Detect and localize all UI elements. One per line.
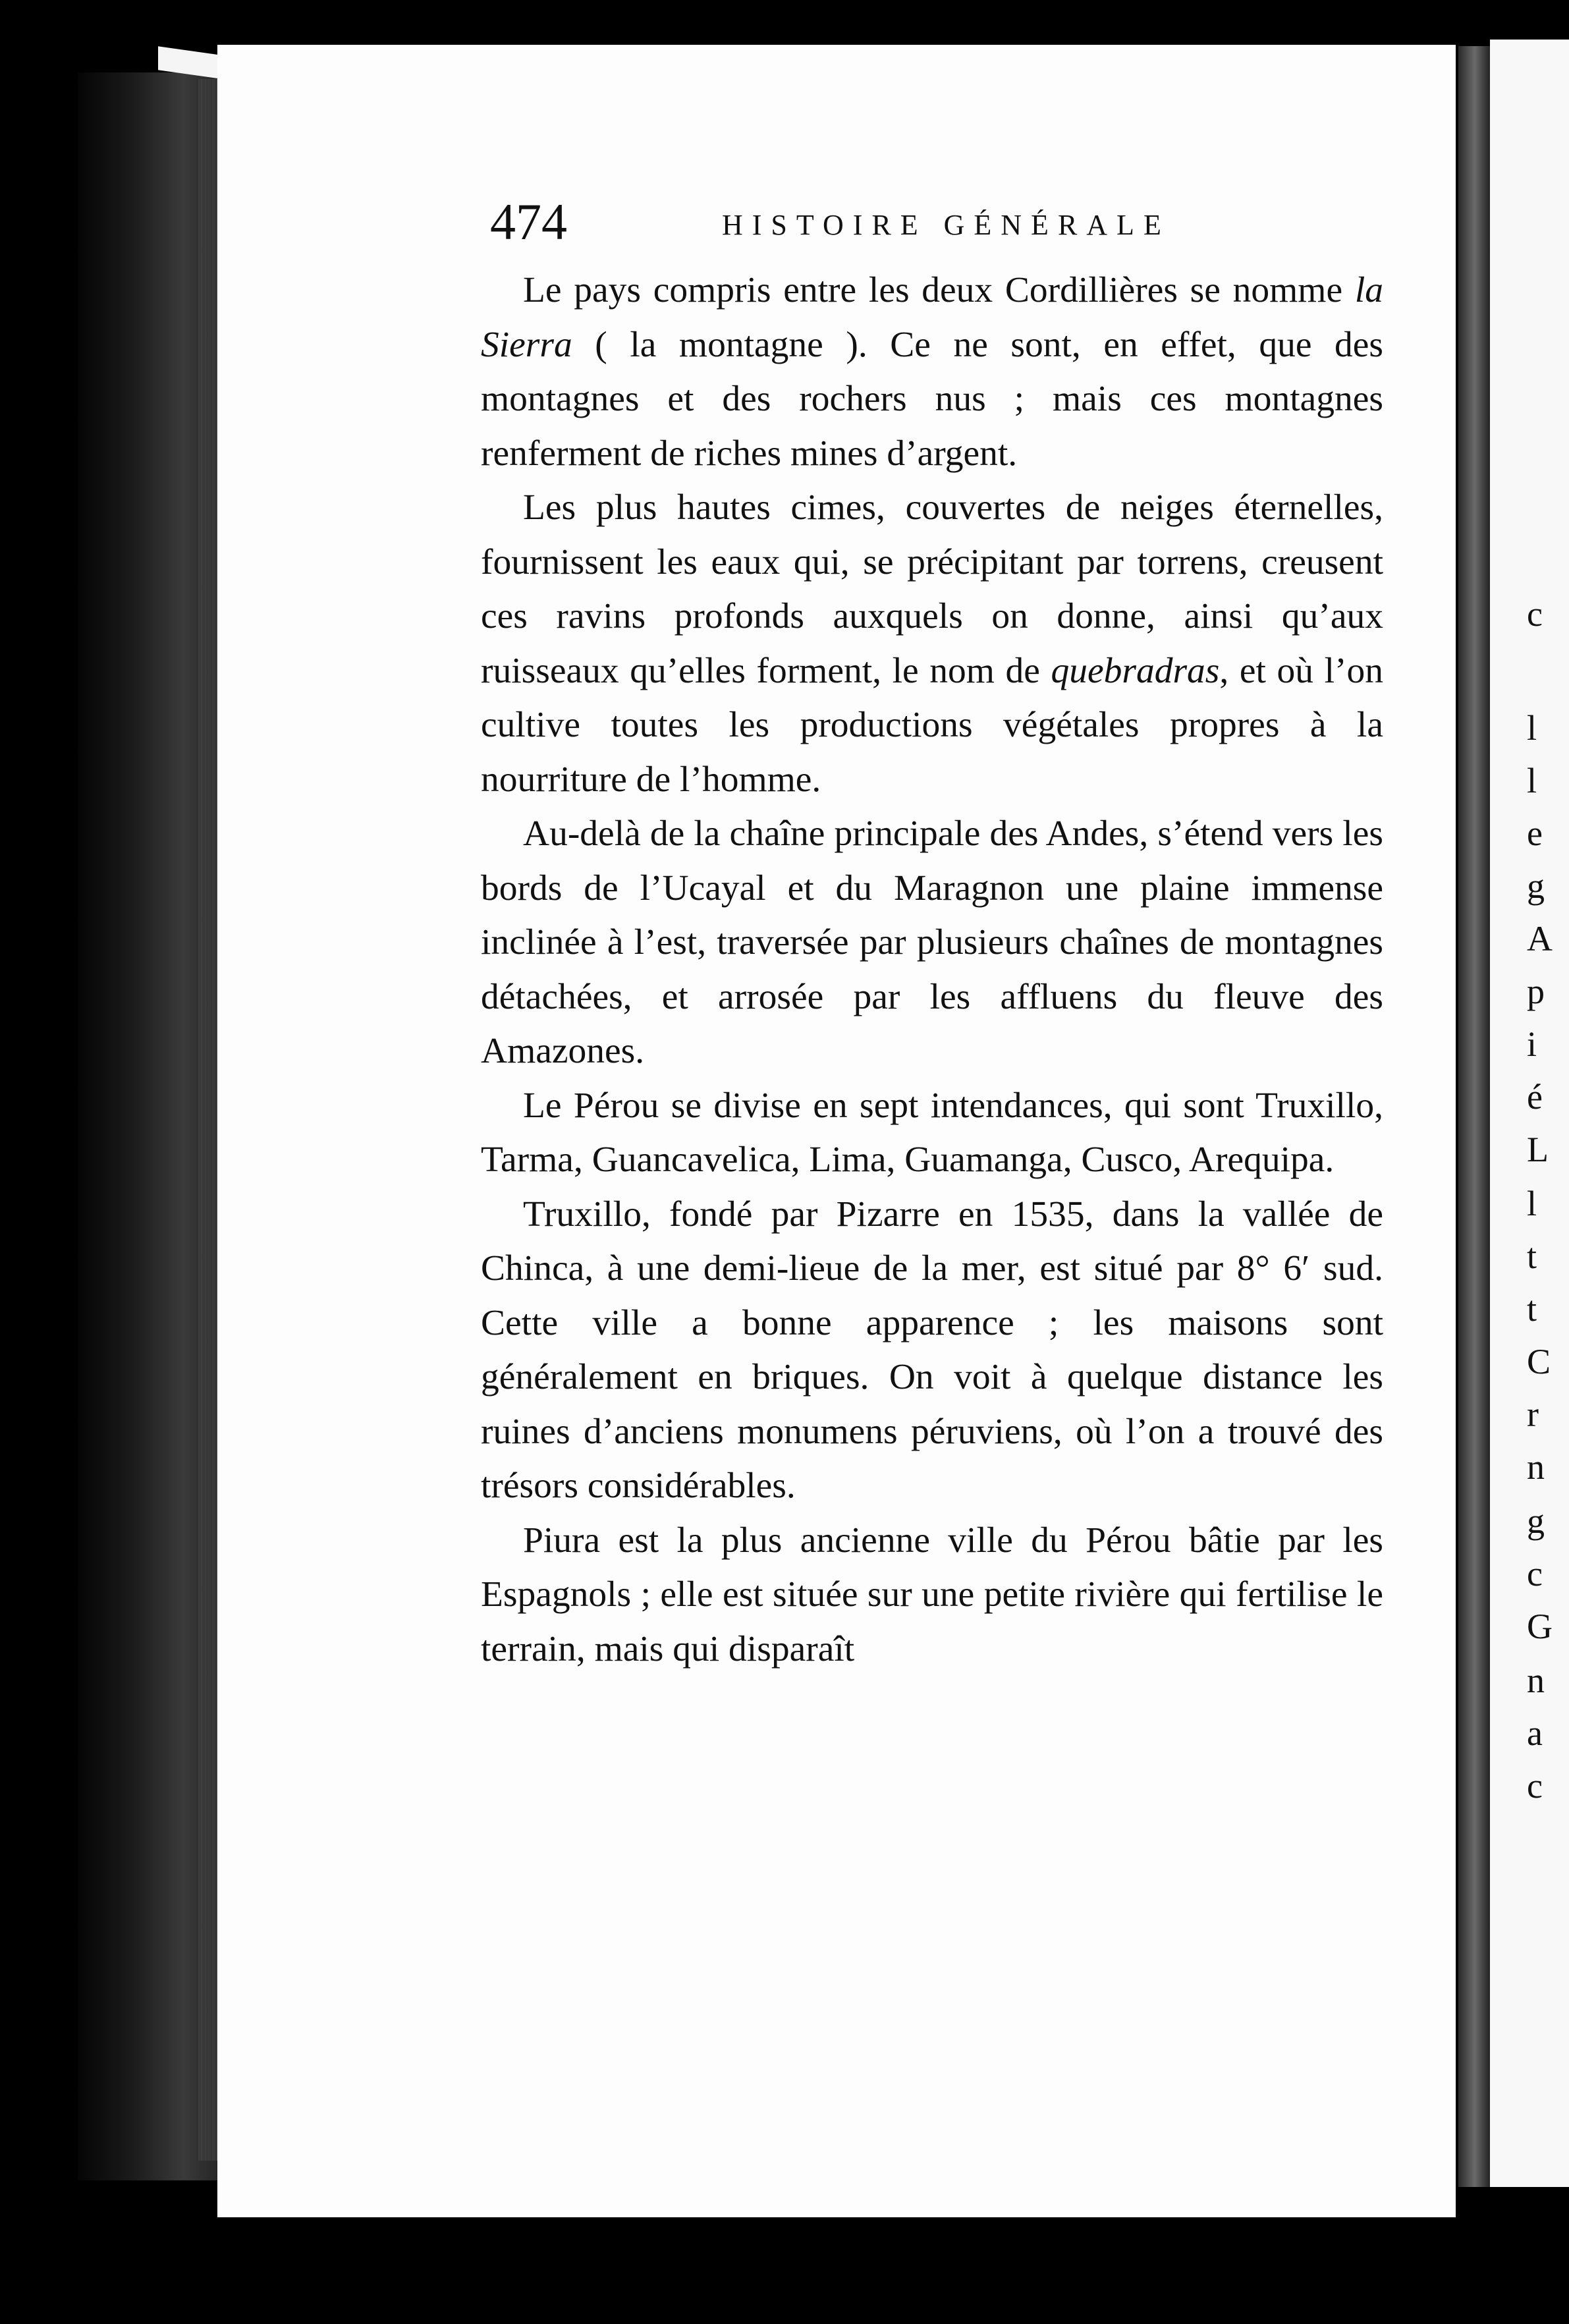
facing-letter: r <box>1527 1395 1539 1434</box>
paragraph: Piura est la plus ancienne ville du Pérou bâtie par les Espagnols ; elle est située sur une petite rivière qui fertilise le terrain, mais qui disparaît <box>481 1520 1383 1669</box>
paragraph: Truxillo, fondé par Pizarre en 1535, dans la vallée de Chinca, à une demi-lieue de la mer, est situé par 8° 6′ sud. Cette ville a bonne apparence ; les maisons sont généralement en briques. On voit à quelque distance les ruines d’anciens monumens péruviens, où l’on a trouvé des trésors considérables. <box>481 1194 1383 1506</box>
facing-letter: i <box>1527 1024 1537 1064</box>
facing-letter: G <box>1527 1607 1553 1646</box>
facing-letter: a <box>1527 1713 1543 1753</box>
facing-letter: c <box>1527 594 1543 634</box>
facing-letter: t <box>1527 1236 1537 1276</box>
facing-letter: c <box>1527 1766 1543 1806</box>
paragraph <box>481 481 1383 807</box>
text-run: , et où l’on cultive toutes les productions végétales propres à la nourriture de l’homme. <box>481 650 1383 800</box>
facing-gutter <box>1458 46 1491 2187</box>
facing-letter: p <box>1527 972 1545 1011</box>
facing-letter: L <box>1527 1130 1549 1169</box>
text-run: ( la montagne ). Ce ne sont, en effet, que des montagnes et des rochers nus ; mais ces montagnes renferment de riches mines d’argent. <box>481 324 1383 474</box>
facing-letter: C <box>1527 1342 1551 1381</box>
paragraph: Le Pérou se divise en sept intendances, qui sont Truxillo, Tarma, Guancavelica, Lima, Guamanga, Cusco, Arequipa. <box>481 1085 1383 1180</box>
facing-letter: n <box>1527 1661 1545 1700</box>
facing-letter: c <box>1527 1554 1543 1593</box>
facing-letter: g <box>1527 1501 1545 1541</box>
facing-letter: e <box>1527 814 1543 853</box>
facing-letter: l <box>1527 761 1537 800</box>
text-run: Le pays compris entre les deux Cordillières se nomme <box>523 270 1355 310</box>
facing-letter: g <box>1527 866 1545 906</box>
facing-letter: n <box>1527 1447 1545 1487</box>
facing-page-text <box>1527 0 1569 2324</box>
facing-letter: l <box>1527 708 1537 748</box>
facing-letter: l <box>1527 1184 1537 1223</box>
italic-term: quebradras <box>1051 650 1220 691</box>
facing-letter: A <box>1527 919 1553 958</box>
text-run: Les plus hautes cimes, couvertes de neiges éternelles, fournissent les eaux qui, se précipitant par torrens, creusent ces ravins profonds auxquels on donne, ainsi qu’aux ruisseaux qu’elles forment, le nom de <box>481 487 1383 691</box>
italic-term: la Sierra <box>481 270 1383 365</box>
paragraph <box>481 263 1383 481</box>
page-number: 474 <box>490 193 567 250</box>
facing-letter: t <box>1527 1289 1537 1329</box>
running-head: HISTOIRE GÉNÉRALE <box>722 209 1170 241</box>
body-text <box>481 263 1383 1676</box>
paragraph: Au-delà de la chaîne principale des Andes, s’étend vers les bords de l’Ucayal et du Maragnon une plaine immense inclinée à l’est, traversée par plusieurs chaînes de montagnes détachées, et arrosée par les affluens du fleuve des Amazones. <box>481 814 1383 1071</box>
facing-letter: é <box>1527 1077 1543 1117</box>
page-header <box>490 192 1379 252</box>
